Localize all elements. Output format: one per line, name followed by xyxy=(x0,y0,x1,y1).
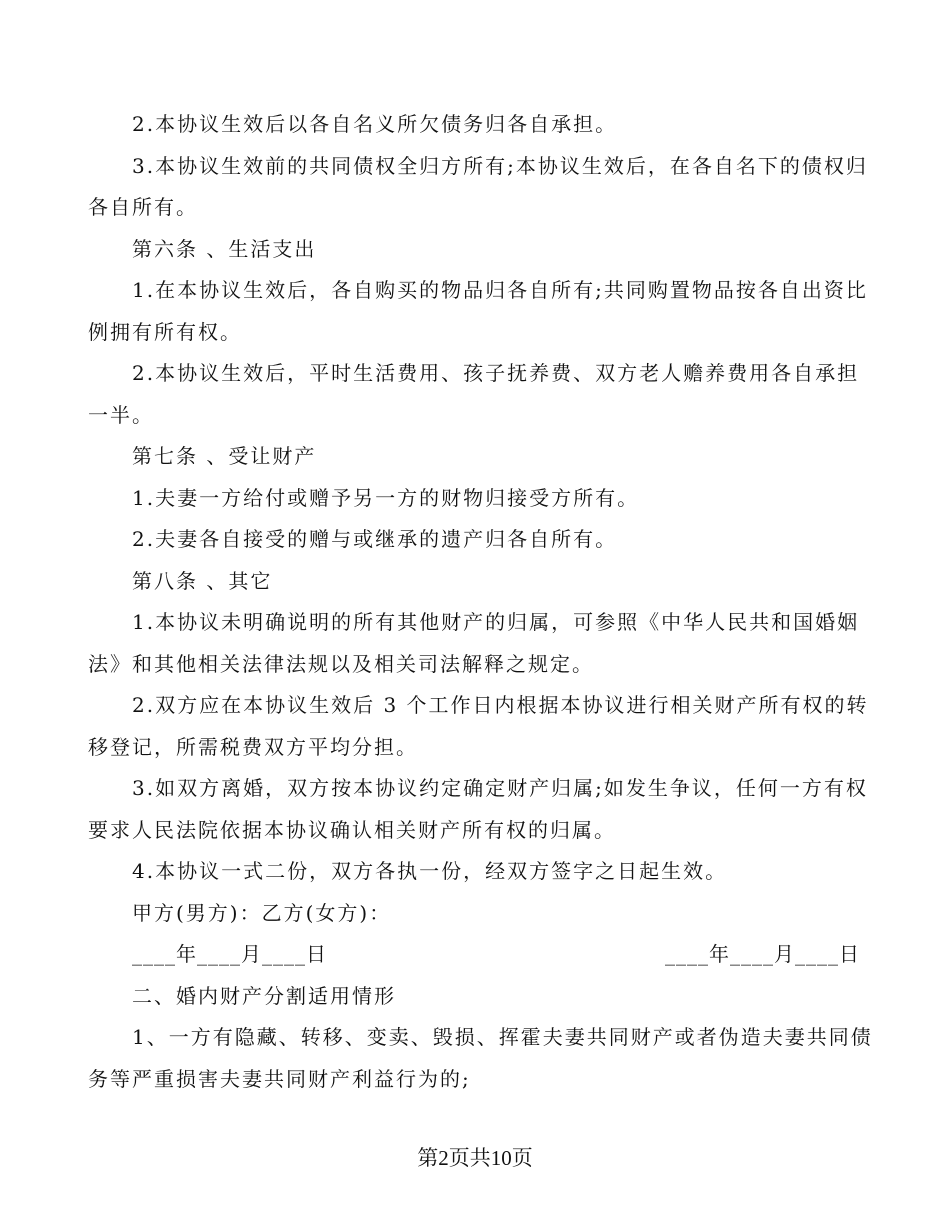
paragraph-line: 2.本协议生效后，平时生活费用、孩子抚养费、双方老人赡养费用各自承担 xyxy=(132,361,860,385)
date-right: ____年____月____日 xyxy=(665,942,860,966)
paragraph-line: 第八条 、其它 xyxy=(132,568,273,593)
paragraph-line: 3.本协议生效前的共同债权全归方所有;本协议生效后，在各自名下的债权归 xyxy=(132,153,868,178)
paragraph-line: 一半。 xyxy=(88,402,154,427)
page-number: 第2页共10页 xyxy=(417,1146,533,1170)
paragraph-line: 1.在本协议生效后，各自购买的物品归各自所有;共同购置物品按各自出资比 xyxy=(132,278,868,302)
paragraph-line: 1.夫妻一方给付或赠予另一方的财物归接受方所有。 xyxy=(132,485,640,510)
paragraph-line: 例拥有所有权。 xyxy=(88,319,242,344)
paragraph-line: 2.双方应在本协议生效后 3 个工作日内根据本协议进行相关财产所有权的转 xyxy=(132,693,869,717)
paragraph-line: 第七条 、受让财产 xyxy=(132,444,317,468)
date-left: ____年____月____日 xyxy=(132,942,327,966)
paragraph-line: 4.本协议一式二份，双方各执一份，经双方签字之日起生效。 xyxy=(132,859,728,883)
paragraph-line: 1、一方有隐藏、转移、变卖、毁损、挥霍夫妻共同财产或者伪造夫妻共同债 xyxy=(132,1025,873,1049)
paragraph-line: 各自所有。 xyxy=(88,195,198,219)
paragraph-line: 务等严重损害夫妻共同财产利益行为的; xyxy=(88,1066,471,1091)
paragraph-line: 法》和其他相关法律法规以及相关司法解释之规定。 xyxy=(88,651,594,676)
clauses-section xyxy=(88,104,869,934)
property-division-section xyxy=(88,976,873,1101)
paragraph-line: 二、婚内财产分割适用情形 xyxy=(132,983,396,1008)
paragraph-line: 2.夫妻各自接受的赠与或继承的遗产归各自所有。 xyxy=(132,527,618,551)
paragraph-line: 移登记，所需税费双方平均分担。 xyxy=(88,734,418,759)
paragraph-line: 第六条 、生活支出 xyxy=(132,236,317,261)
paragraph-line: 3.如双方离婚，双方按本协议约定确定财产归属;如发生争议，任何一方有权 xyxy=(132,776,868,800)
paragraph-line: 甲方(男方)：乙方(女方)： xyxy=(132,900,392,925)
paragraph-line: 要求人民法院依据本协议确认相关财产所有权的归属。 xyxy=(88,817,616,842)
paragraph-line: 1.本协议未明确说明的所有其他财产的归属，可参照《中华人民共和国婚姻 xyxy=(132,610,860,634)
document-body xyxy=(88,104,873,1100)
paragraph-line: 2.本协议生效后以各自名义所欠债务归各自承担。 xyxy=(132,112,618,136)
signature-date-row xyxy=(88,934,860,976)
